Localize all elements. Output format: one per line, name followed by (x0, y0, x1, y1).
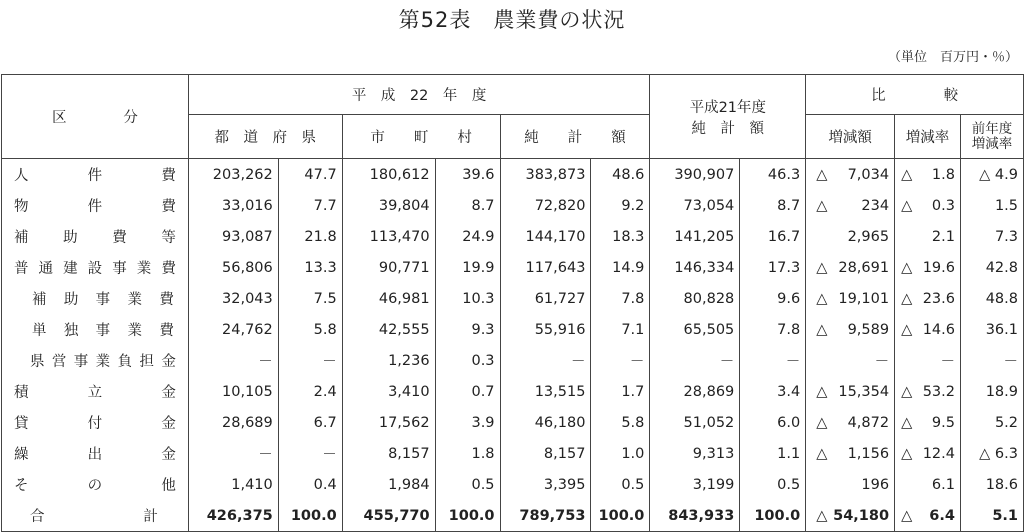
table-row (2, 314, 1024, 345)
table-cell: 0.5 (435, 469, 500, 500)
table-cell: 113,470 (342, 221, 435, 252)
table-cell: 46.3 (740, 159, 806, 191)
rate-value: 1.8 (931, 166, 955, 183)
table-cell: 56,806 (188, 252, 278, 283)
table-cell: 46,180 (500, 407, 591, 438)
rate-value: － (940, 354, 955, 370)
row-label: 人件費 (2, 159, 189, 191)
rate-value: 14.6 (922, 321, 955, 338)
diff-value: 2,965 (847, 228, 890, 245)
diff-cell (806, 190, 895, 221)
diff-value: 19,101 (838, 290, 890, 307)
table-cell: 10,105 (188, 376, 278, 407)
table-cell: 28,869 (650, 376, 740, 407)
row-label: 繰出金 (2, 438, 189, 469)
rate-cell (895, 252, 961, 283)
diff-value: 4,872 (847, 414, 890, 431)
table-cell: － (278, 345, 342, 376)
diff-cell (806, 283, 895, 314)
row-label: 普通建設事業費 (2, 252, 189, 283)
table-cell: 72,820 (500, 190, 591, 221)
header-compare: 比 較 (806, 75, 1024, 115)
table-cell: 17.3 (740, 252, 806, 283)
diff-cell (806, 159, 895, 191)
diff-value: － (874, 354, 890, 370)
rate-value: 6.1 (931, 476, 955, 493)
table-cell: 8.7 (435, 190, 500, 221)
row-label: その他 (2, 469, 189, 500)
table-cell: 33,016 (188, 190, 278, 221)
table-cell: 100.0 (435, 500, 500, 532)
row-label: 積立金 (2, 376, 189, 407)
table-row (2, 438, 1024, 469)
table-row (2, 469, 1024, 500)
diff-value: 28,691 (838, 259, 890, 276)
decrease-mark: △ (816, 166, 828, 183)
table-cell: 5.8 (278, 314, 342, 345)
diff-cell (806, 376, 895, 407)
table-cell: 3.9 (435, 407, 500, 438)
row-label: 補助費等 (2, 221, 189, 252)
rate-cell (895, 376, 961, 407)
prev-rate-cell: △ 6.3 (960, 438, 1023, 469)
table-row (2, 345, 1024, 376)
table-cell: 0.5 (740, 469, 806, 500)
diff-cell (806, 438, 895, 469)
table-cell: 144,170 (500, 221, 591, 252)
table-cell: 0.7 (435, 376, 500, 407)
table-cell: 1.7 (591, 376, 650, 407)
decrease-mark: △ (901, 197, 913, 214)
decrease-mark: △ (816, 259, 828, 276)
table-cell: 426,375 (188, 500, 278, 532)
table-row (2, 283, 1024, 314)
decrease-mark: △ (816, 197, 828, 214)
rate-cell (895, 314, 961, 345)
table-cell: 13,515 (500, 376, 591, 407)
row-label: 合計 (2, 500, 189, 532)
rate-value: 0.3 (931, 197, 955, 214)
table-cell: 9.2 (591, 190, 650, 221)
table-row (2, 407, 1024, 438)
prev-rate-cell: 1.5 (960, 190, 1023, 221)
diff-value: 9,589 (847, 321, 890, 338)
header-rate: 増減率 (895, 115, 961, 159)
header-diff: 増減額 (806, 115, 895, 159)
table-cell: 3,410 (342, 376, 435, 407)
diff-cell (806, 345, 895, 376)
table-cell: 9.6 (740, 283, 806, 314)
table-cell: － (740, 345, 806, 376)
table-cell: 48.6 (591, 159, 650, 191)
prev-rate-cell: 48.8 (960, 283, 1023, 314)
row-label: 補助事業費 (2, 283, 189, 314)
header-municipality: 市 町 村 (342, 115, 500, 159)
diff-cell (806, 221, 895, 252)
prev-rate-cell: 36.1 (960, 314, 1023, 345)
prev-rate-cell: 18.9 (960, 376, 1023, 407)
prev-rate-cell: 5.1 (960, 500, 1023, 532)
table-cell: 18.3 (591, 221, 650, 252)
table-cell: 14.9 (591, 252, 650, 283)
table-cell: 6.0 (740, 407, 806, 438)
decrease-mark: △ (816, 383, 828, 400)
rate-cell (895, 159, 961, 191)
table-cell: 203,262 (188, 159, 278, 191)
table-cell: 180,612 (342, 159, 435, 191)
table-cell: 3,395 (500, 469, 591, 500)
table-row (2, 190, 1024, 221)
table-cell: 7.8 (591, 283, 650, 314)
table-cell: 0.5 (591, 469, 650, 500)
rate-cell (895, 407, 961, 438)
table-cell: 28,689 (188, 407, 278, 438)
table-cell: 51,052 (650, 407, 740, 438)
table-cell: － (188, 438, 278, 469)
table-cell: 93,087 (188, 221, 278, 252)
table-cell: 8.7 (740, 190, 806, 221)
rate-value: 2.1 (931, 228, 955, 245)
table-cell: 3,199 (650, 469, 740, 500)
prev-rate-cell: 18.6 (960, 469, 1023, 500)
table-cell: 7.5 (278, 283, 342, 314)
table-cell: 32,043 (188, 283, 278, 314)
diff-cell (806, 252, 895, 283)
prev-rate-cell: △ 4.9 (960, 159, 1023, 191)
diff-cell (806, 469, 895, 500)
table-cell: 1.1 (740, 438, 806, 469)
table-cell: 39.6 (435, 159, 500, 191)
table-cell: 1.0 (591, 438, 650, 469)
rate-cell (895, 345, 961, 376)
decrease-mark: △ (816, 321, 828, 338)
table-cell: 17,562 (342, 407, 435, 438)
table-cell: 1,410 (188, 469, 278, 500)
table-cell: 390,907 (650, 159, 740, 191)
rate-cell (895, 221, 961, 252)
header-category: 区 分 (2, 75, 189, 159)
header-fy22: 平 成 22 年 度 (188, 75, 650, 115)
diff-value: 234 (861, 197, 890, 214)
table-cell: 39,804 (342, 190, 435, 221)
table-cell: 8,157 (500, 438, 591, 469)
decrease-mark: △ (816, 290, 828, 307)
table-cell: 383,873 (500, 159, 591, 191)
table-cell: 146,334 (650, 252, 740, 283)
table-row (2, 500, 1024, 532)
prev-rate-cell: 42.8 (960, 252, 1023, 283)
table-cell: 100.0 (740, 500, 806, 532)
table-row (2, 376, 1024, 407)
table-cell: 9,313 (650, 438, 740, 469)
rate-cell (895, 469, 961, 500)
table-cell: 10.3 (435, 283, 500, 314)
table-cell: 7.8 (740, 314, 806, 345)
table-cell: 1.8 (435, 438, 500, 469)
decrease-mark: △ (901, 445, 913, 462)
decrease-mark: △ (901, 259, 913, 276)
rate-value: 9.5 (931, 414, 955, 431)
table-cell: 3.4 (740, 376, 806, 407)
table-cell: － (650, 345, 740, 376)
table-cell: 2.4 (278, 376, 342, 407)
table-cell: 90,771 (342, 252, 435, 283)
row-label: 県営事業負担金 (2, 345, 189, 376)
page-title: 第52表 農業費の状況 (398, 8, 626, 32)
table-cell: － (278, 438, 342, 469)
table-cell: 8,157 (342, 438, 435, 469)
table-cell: 55,916 (500, 314, 591, 345)
diff-cell (806, 314, 895, 345)
table-cell: 141,205 (650, 221, 740, 252)
header-prev-rate: 前年度 増減率 (960, 115, 1023, 159)
table-cell: 0.4 (278, 469, 342, 500)
row-label: 物件費 (2, 190, 189, 221)
decrease-mark: △ (816, 445, 828, 462)
table-cell: 42,555 (342, 314, 435, 345)
row-label: 単独事業費 (2, 314, 189, 345)
unit-note: （単位 百万円・％） (887, 50, 1018, 65)
table-cell: － (500, 345, 591, 376)
diff-cell (806, 500, 895, 532)
table-cell: 9.3 (435, 314, 500, 345)
diff-cell (806, 407, 895, 438)
table-cell: 24,762 (188, 314, 278, 345)
table-cell: 5.8 (591, 407, 650, 438)
table-cell: 16.7 (740, 221, 806, 252)
decrease-mark: △ (816, 414, 828, 431)
rate-cell (895, 283, 961, 314)
table-cell: － (188, 345, 278, 376)
decrease-mark: △ (901, 290, 913, 307)
diff-value: 196 (861, 476, 890, 493)
rate-cell (895, 438, 961, 469)
header-fy21: 平成21年度 純 計 額 (650, 75, 806, 159)
table-cell: 789,753 (500, 500, 591, 532)
rate-cell (895, 500, 961, 532)
decrease-mark: △ (901, 383, 913, 400)
table-cell: 21.8 (278, 221, 342, 252)
table-cell: 19.9 (435, 252, 500, 283)
row-label: 貸付金 (2, 407, 189, 438)
rate-cell (895, 190, 961, 221)
table-row (2, 159, 1024, 191)
table-cell: 65,505 (650, 314, 740, 345)
table-cell: － (591, 345, 650, 376)
rate-value: 6.4 (929, 507, 955, 524)
diff-value: 15,354 (838, 383, 890, 400)
table-cell: 73,054 (650, 190, 740, 221)
table-cell: 80,828 (650, 283, 740, 314)
prev-rate-cell: 5.2 (960, 407, 1023, 438)
table-cell: 47.7 (278, 159, 342, 191)
decrease-mark: △ (901, 507, 913, 524)
table-row (2, 252, 1024, 283)
table-cell: 100.0 (591, 500, 650, 532)
header-net-total: 純 計 額 (500, 115, 650, 159)
table-cell: 7.1 (591, 314, 650, 345)
diff-value: 54,180 (833, 507, 890, 524)
diff-value: 7,034 (847, 166, 890, 183)
rate-value: 19.6 (922, 259, 955, 276)
decrease-mark: △ (901, 321, 913, 338)
decrease-mark: △ (901, 414, 913, 431)
table-cell: 6.7 (278, 407, 342, 438)
rate-value: 53.2 (922, 383, 955, 400)
table-row (2, 221, 1024, 252)
prev-rate-cell: － (960, 345, 1023, 376)
table-cell: 24.9 (435, 221, 500, 252)
table-cell: 1,984 (342, 469, 435, 500)
rate-value: 23.6 (922, 290, 955, 307)
table-cell: 46,981 (342, 283, 435, 314)
table-cell: 1,236 (342, 345, 435, 376)
diff-value: 1,156 (847, 445, 890, 462)
table-cell: 7.7 (278, 190, 342, 221)
table-cell: 61,727 (500, 283, 591, 314)
table-cell: 13.3 (278, 252, 342, 283)
decrease-mark: △ (901, 166, 913, 183)
decrease-mark: △ (816, 507, 828, 524)
agriculture-expense-table (1, 74, 1024, 532)
prev-rate-cell: 7.3 (960, 221, 1023, 252)
table-cell: 455,770 (342, 500, 435, 532)
rate-value: 12.4 (922, 445, 955, 462)
table-cell: 843,933 (650, 500, 740, 532)
table-cell: 117,643 (500, 252, 591, 283)
table-cell: 100.0 (278, 500, 342, 532)
table-cell: 0.3 (435, 345, 500, 376)
header-prefecture: 都 道 府 県 (188, 115, 342, 159)
